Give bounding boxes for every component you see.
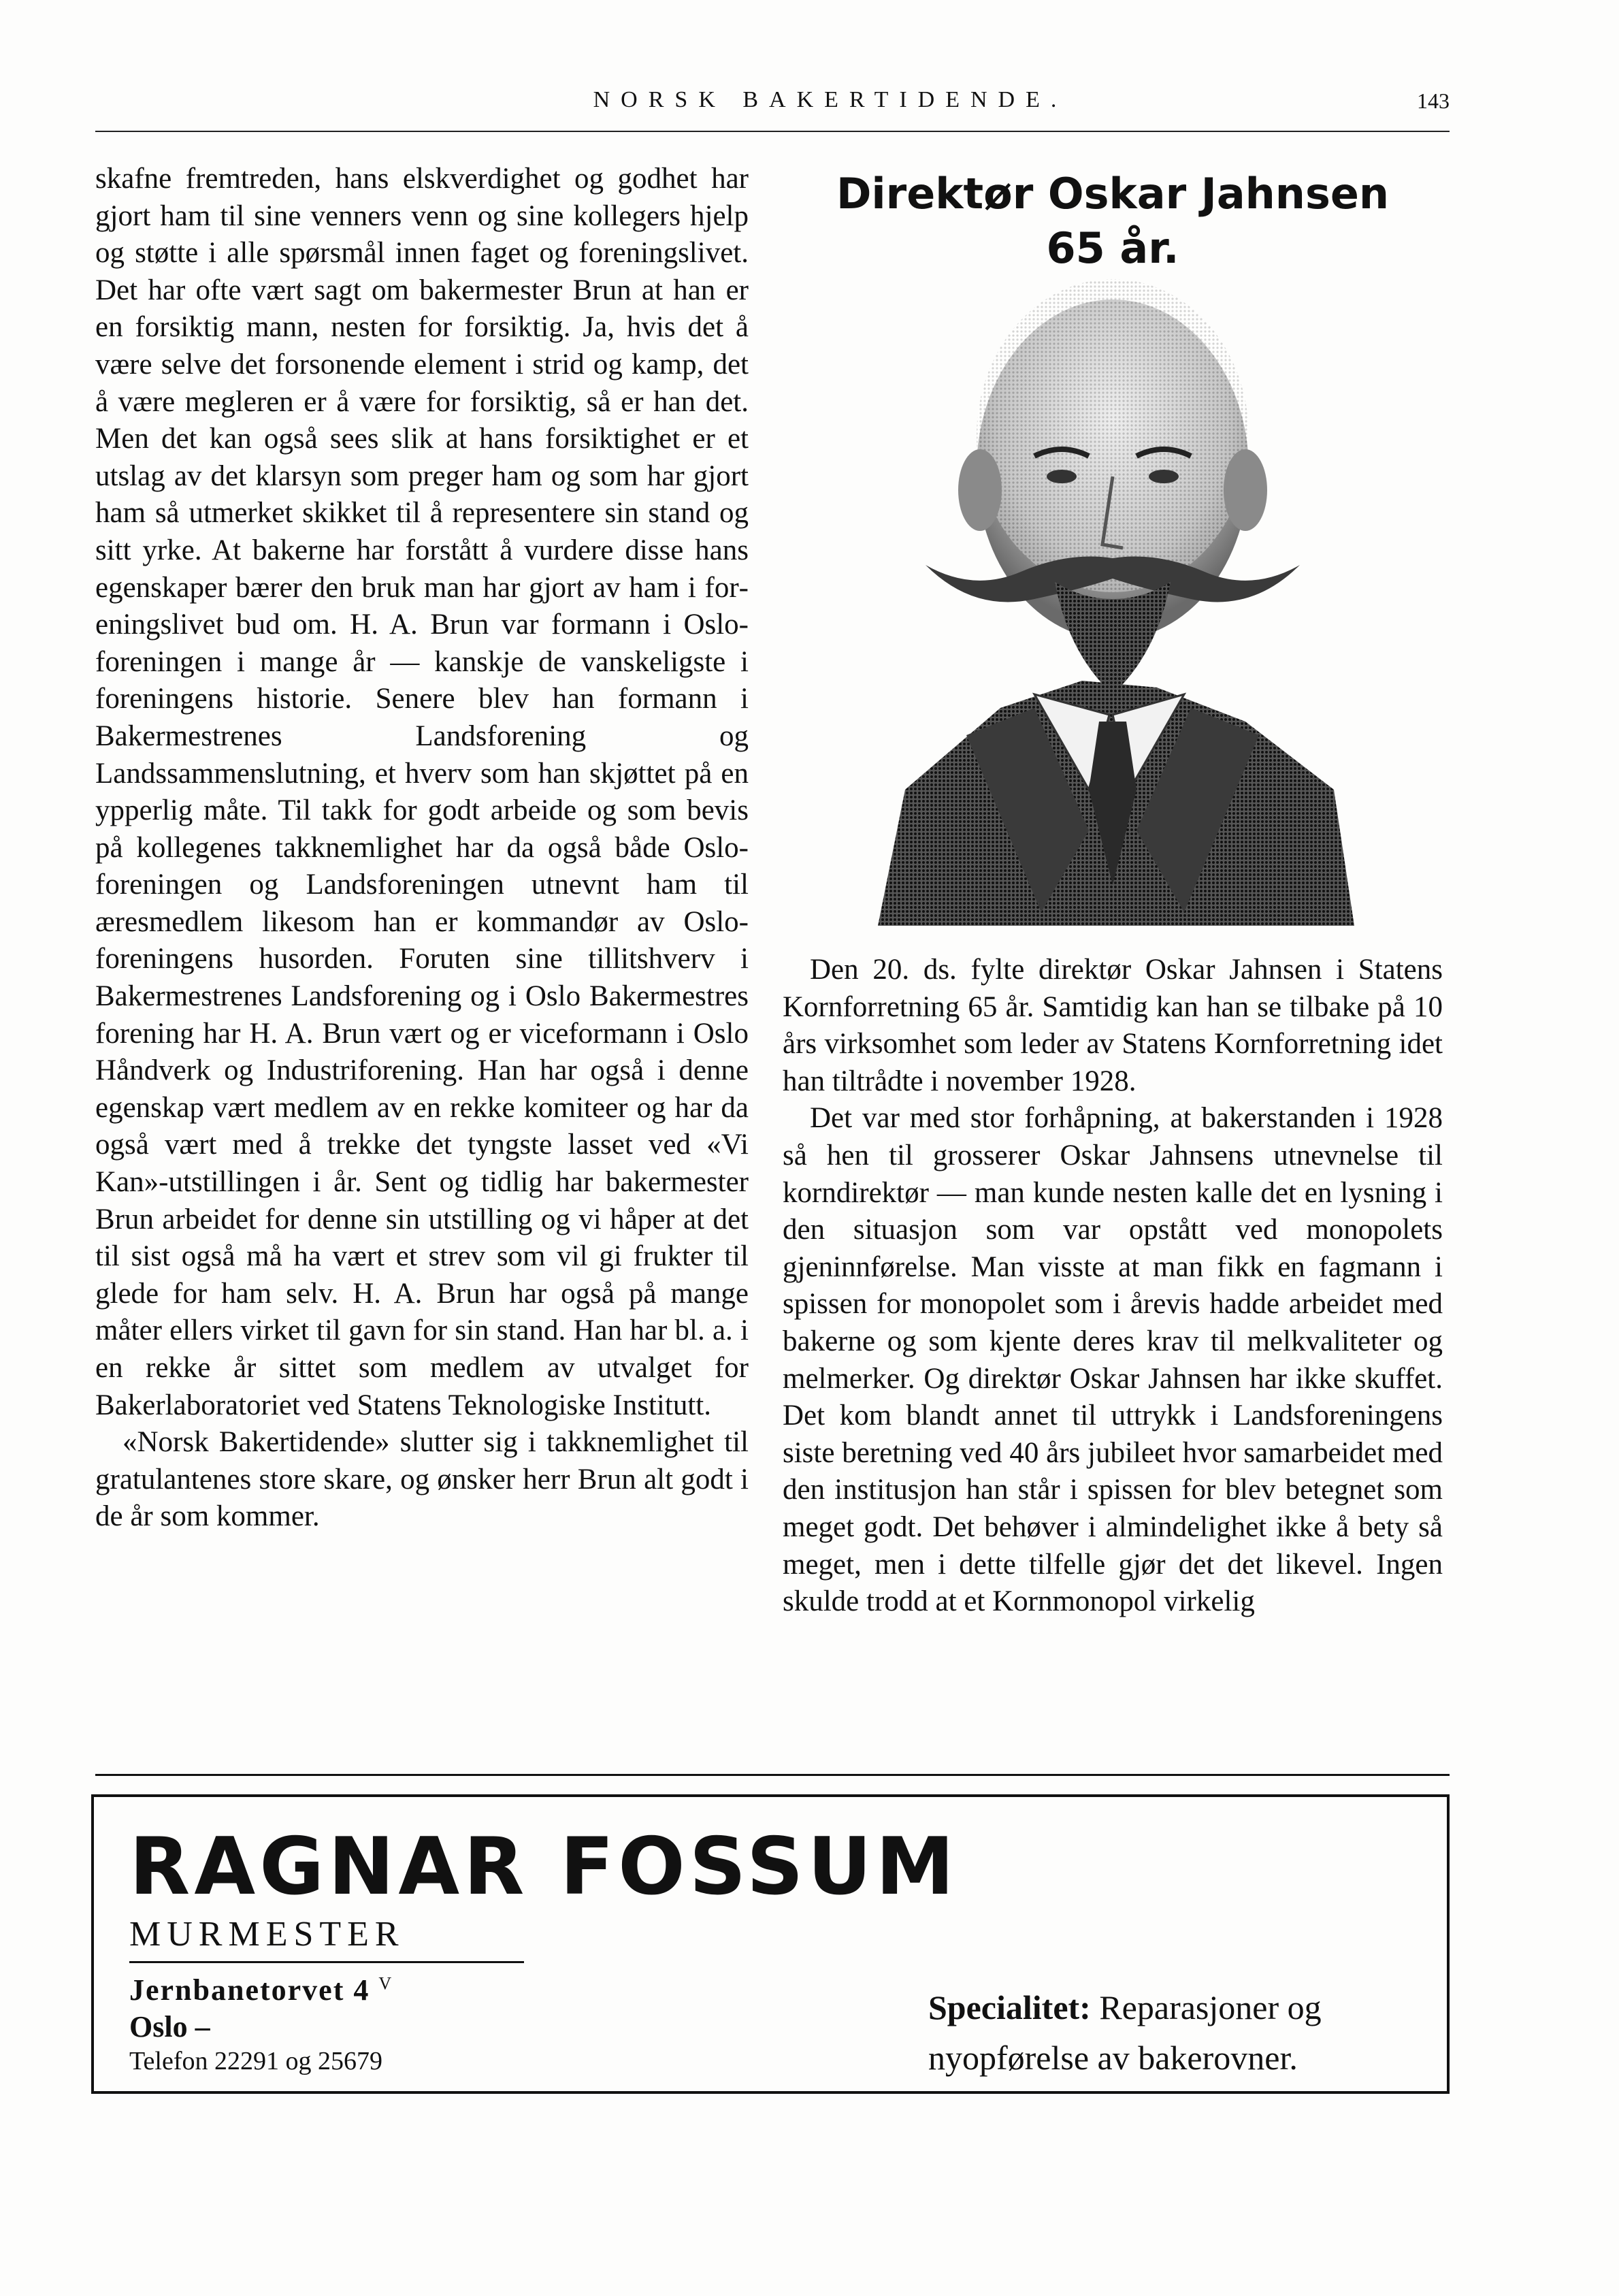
right-paragraph-2: Det var med stor forhåpning, at bakerstanden i 1928 så hen til grosserer Oskar Jahnsens utnevnelse til korndirektør — man kunde nesten kalle det en lysning i den situasjon som var opstått ved monopolets gjeninnførelse. Man visste at man fikk en fagmann i spissen for monopolet som i årevis hadde arbeidet med bakerne og som kjente deres krav til melkvaliteter og melmerker. Og direktør Oskar Jahnsen har ikke skuffet. Det kom blandt annet til uttrykk i Landsforeningens siste beretning ved 40 års jubileet hvor samarbeidet med den institusjon han står i spissen for blev betegnet som meget godt. Det behøver i almindelighet ikke å bety så meget, men i dette tilfelle gjør det det likevel. Ingen skulde trodd at et Kornmonopol virkelig — [783, 1102, 1443, 1618]
left-paragraph-2: «Norsk Bakertidende» slutter sig i takknemlighet til gratulantenes store skare, og ønsker herr Brun alt godt i de år som kommer. — [95, 1426, 749, 1533]
ad-address-floor: V — [378, 1973, 393, 1994]
ad-specialty-text-1: Reparasjoner og — [1099, 1988, 1322, 2026]
article-title-line-1: Direktør Oskar Jahnsen — [836, 169, 1390, 219]
ad-divider — [95, 1774, 1450, 1776]
right-column — [783, 952, 1443, 1621]
right-paragraph-1: Den 20. ds. fylte direktør Oskar Jahnsen i Statens Kornforretning 65 år. Samtidig kan han se tilbake på 10 års virksomhet som leder av Statens Kornforretning idet han tiltrådte i november 1928. — [783, 954, 1443, 1097]
ad-trade-underline — [129, 1961, 524, 1963]
ad-specialty-label: Specialitet: — [928, 1988, 1091, 2026]
portrait-photo — [864, 272, 1361, 926]
article-title — [776, 167, 1450, 276]
ad-address-street: Jernbanetorvet 4 — [129, 1973, 370, 2007]
advertisement-box — [91, 1794, 1450, 2094]
ad-specialty — [928, 1982, 1405, 2083]
article-title-line-2: 65 år. — [1046, 223, 1179, 273]
header-divider — [95, 131, 1450, 132]
page-header — [95, 87, 1450, 128]
page-number: 143 — [1417, 88, 1450, 113]
ad-address — [129, 1973, 393, 2007]
ad-specialty-text-2: nyopførelse av bakerovner. — [928, 2039, 1298, 2077]
ad-trade: MURMESTER — [129, 1915, 405, 1954]
left-paragraph-1: skafne fremtreden, hans elskverdighet og godhet har gjort ham til sine venners venn og sine kollegers hjelp og støtte i alle spørsmål innen faget og foreningslivet. Det har ofte vært sagt om bakermester Brun at han er en forsiktig mann, nesten for forsiktig. Ja, hvis det å være selve det forsonende element i strid og kamp, det å være megleren er å være for forsiktig, så er han det. Men det kan også sees slik at hans forsiktighet er et utslag av det klarsyn som preger ham og som har gjort ham så utmerket skikket til å representere sin stand og sitt yrke. At bakerne har forstått å vurdere disse hans egenskaper bærer den bruk man har gjort av ham i foreningslivet bud om. H. A. Brun var formann i Oslo-foreningen i mange år — kanskje de vanskeligste i foreningens historie. Senere blev han formann i Bakermestrenes Landsforening og Landssammenslutning, et hverv som han skjøttet på en ypperlig måte. Til takk for godt arbeide og som bevis på kollegenes takknemlighet har da også både Oslo-foreningen og Landsforeningen utnevnt ham til æresmedlem likesom han er kommandør av Oslo-foreningens husorden. Foruten sine tillitshverv i Bakermestrenes Landsforening og i Oslo Bakermestres forening har H. A. Brun vært og er viceformann i Oslo Håndverk og Industriforening. Han har også i denne egenskap vært medlem av en rekke komiteer og har da også vært med å trekke det tyngste lasset ved «Vi Kan»-utstillingen i år. Sent og tidlig har bakermester Brun arbeidet for denne sin utstilling og vi håper at det til sist også må ha vært et strev som vil gi frukter til glede for ham selv. H. A. Brun har også på mange måter ellers virket til gavn for sin stand. Han har bl. a. i en rekke år sittet som medlem av utvalget for Bakerlaboratoriet ved Statens Teknologiske Institutt. — [95, 163, 749, 1421]
ad-company-name: RAGNAR FOSSUM — [129, 1821, 959, 1913]
ad-phone: Telefon 22291 og 25679 — [129, 2047, 383, 2075]
journal-title: NORSK BAKERTIDENDE. — [593, 87, 1068, 112]
ad-city: Oslo – — [129, 2010, 210, 2043]
left-column — [95, 161, 749, 1536]
